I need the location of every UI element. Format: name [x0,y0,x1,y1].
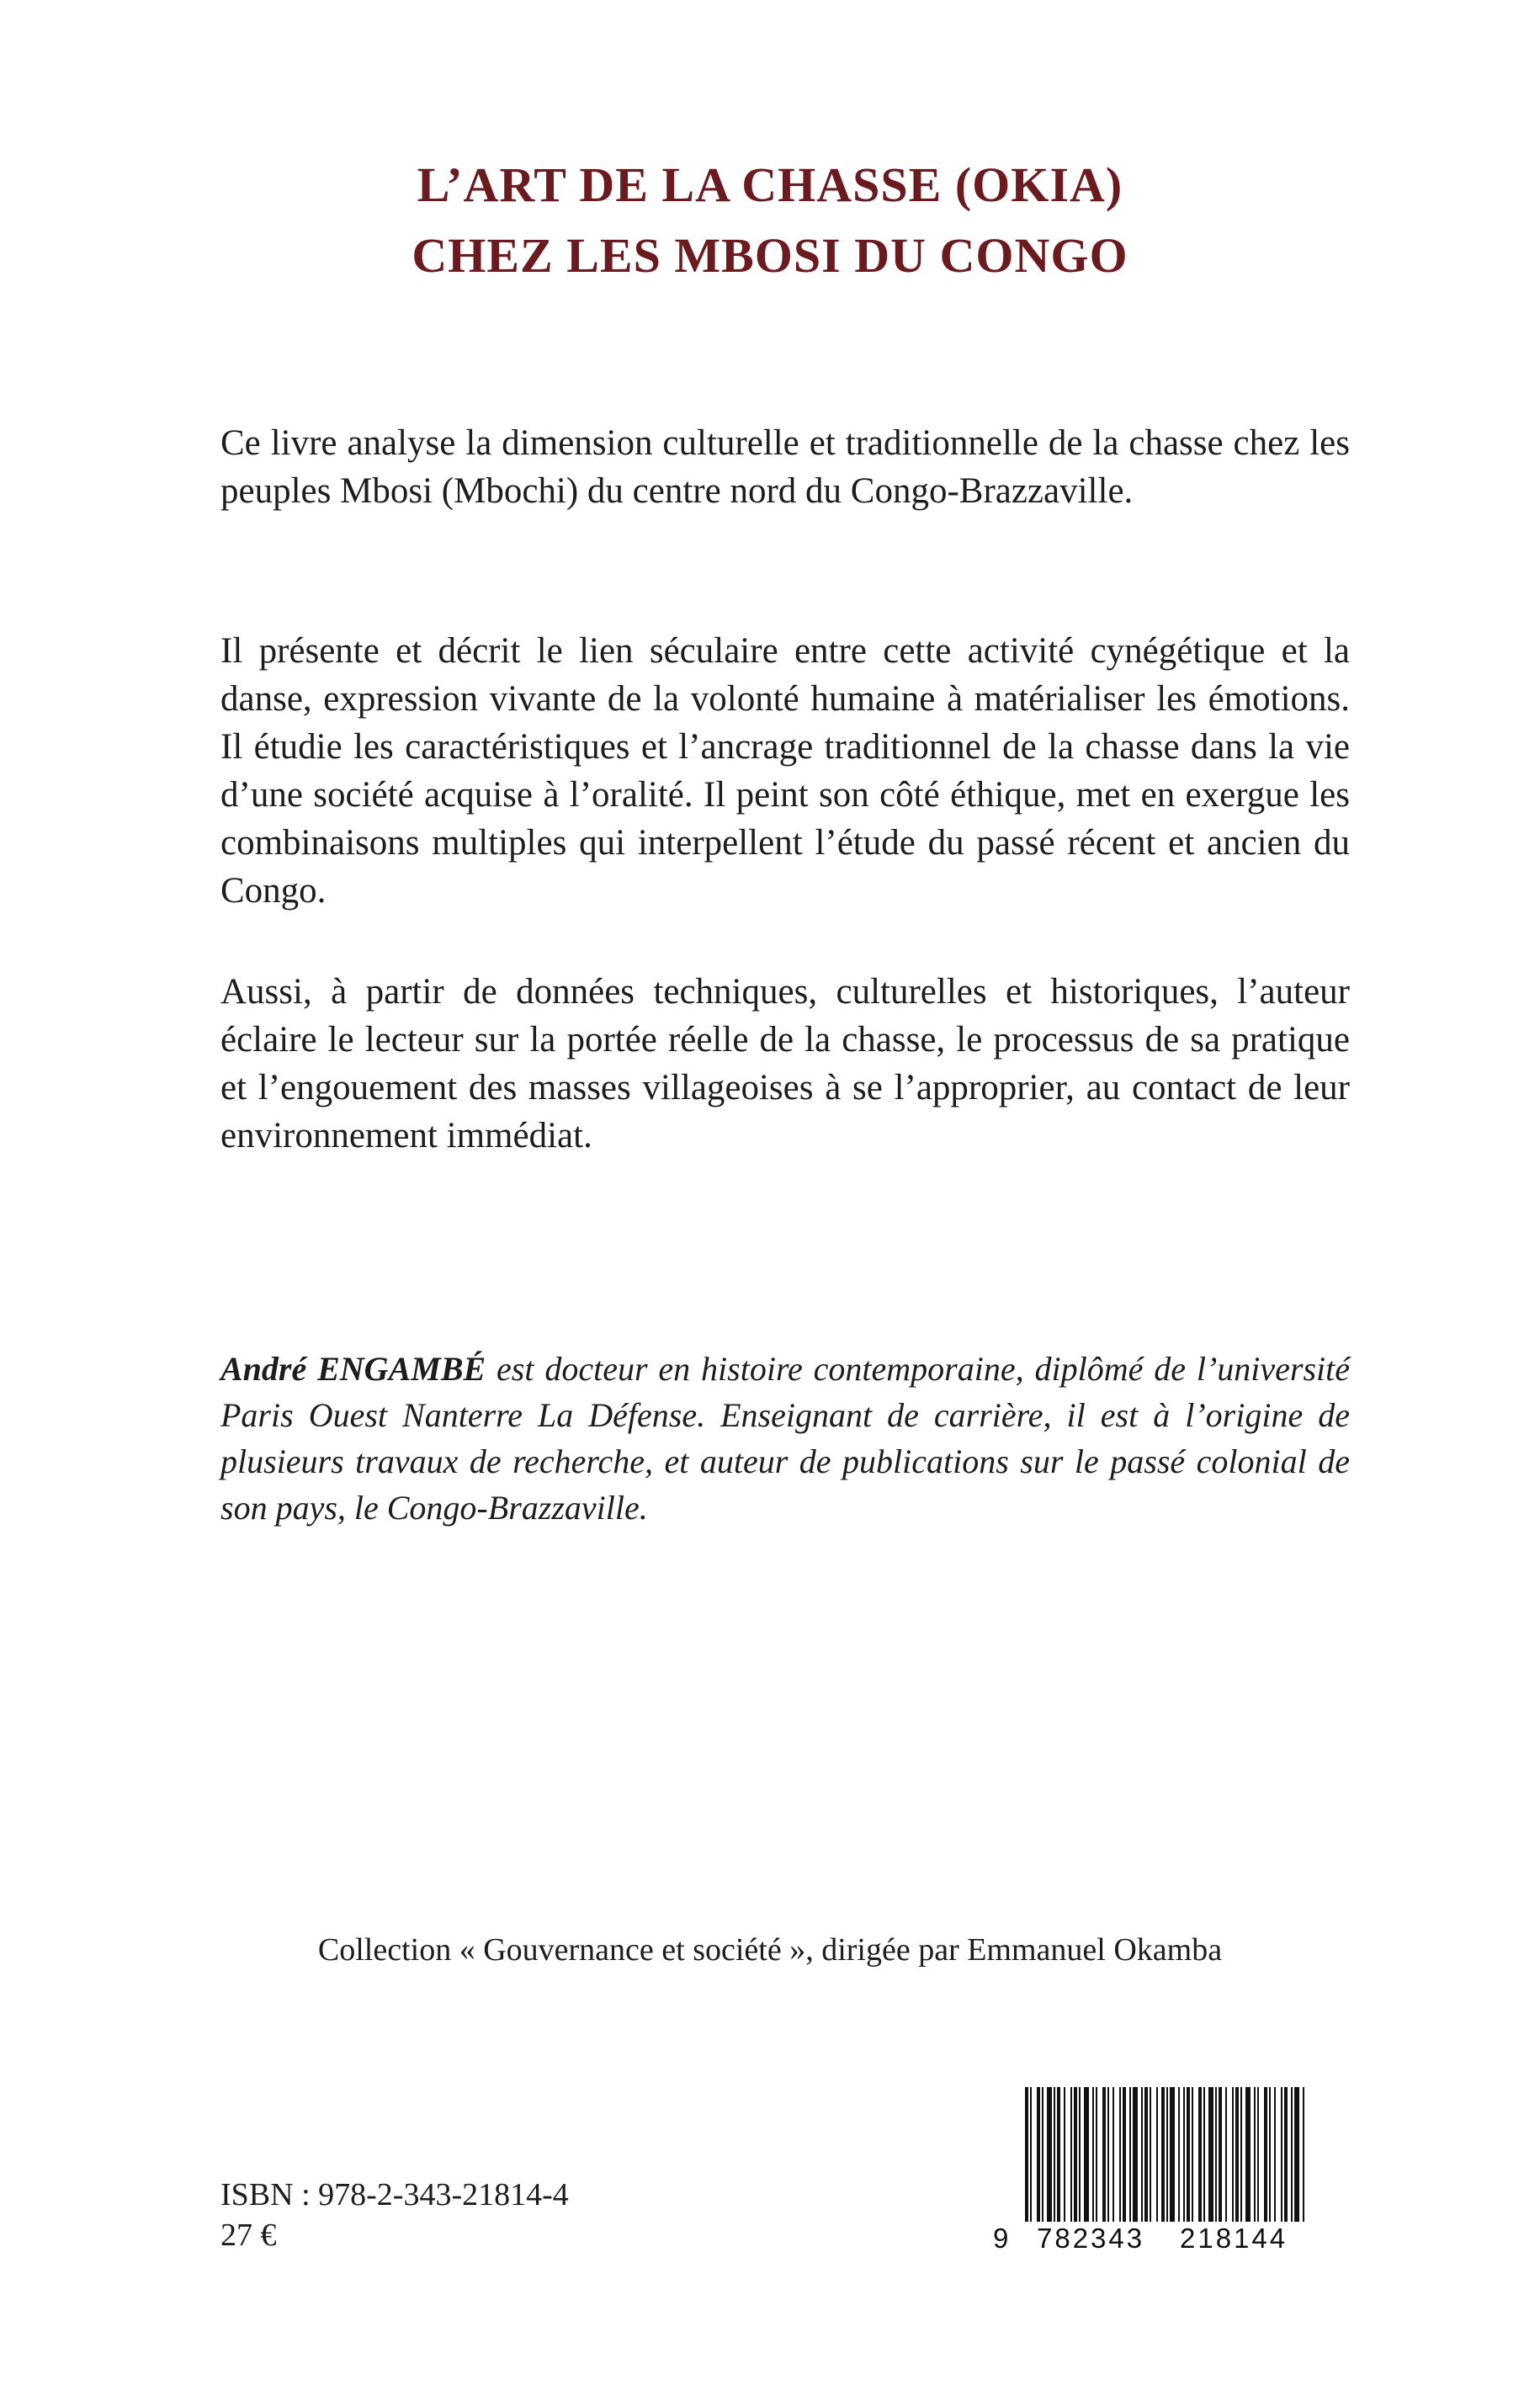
barcode-bar [1129,2087,1131,2222]
barcode-bar [1170,2087,1175,2222]
barcode-bar [1291,2087,1293,2222]
book-title-line-1: L’ART DE LA CHASSE (OKIA) [417,157,1123,212]
barcode-bar [1047,2087,1052,2222]
barcode-bar [1107,2087,1109,2222]
barcode-bar [1225,2087,1227,2222]
author-bio [220,1346,1350,1531]
barcode-bar [1079,2087,1081,2222]
barcode-bar [1294,2087,1299,2222]
barcode-group-left: 782343 [1037,2223,1145,2254]
barcode-bar [1245,2087,1251,2222]
barcode-bar [1092,2087,1094,2222]
barcode-bar [1235,2087,1239,2222]
barcode-bars [993,2087,1313,2222]
barcode-bar [1141,2087,1143,2222]
barcode-bar [1166,2087,1168,2222]
barcode-bar [1208,2087,1213,2222]
barcode-bar [1084,2087,1089,2222]
isbn-number: ISBN : 978-2-343-21814-4 [220,2177,569,2212]
barcode-bar [1144,2087,1148,2222]
barcode-bar [1187,2087,1190,2222]
barcode-bar [1161,2087,1165,2222]
collection-line: Collection « Gouvernance et société », dirigée par Emmanuel Okamba [317,1932,1223,1968]
barcode-bar [1096,2087,1097,2222]
barcode-bar [1150,2087,1151,2222]
barcode-bar [1303,2087,1304,2222]
author-name: André ENGAMBÉ [220,1350,486,1388]
barcode-bar [1183,2087,1185,2222]
barcode-bar [1070,2087,1072,2222]
barcode-bar [1042,2087,1043,2222]
barcode-bar [1264,2087,1267,2222]
description-paragraph-1: Ce livre analyse la dimension culturelle et traditionnelle de la chasse chez les peuples Mbosi (Mbochi) du centre nord du Congo-Brazzaville. [220,423,1350,511]
barcode-bar [1074,2087,1077,2222]
barcode-bar [1178,2087,1180,2222]
isbn-block [220,2175,569,2255]
barcode-bar [1269,2087,1271,2222]
barcode-bar [1054,2087,1055,2222]
barcode-bar [1203,2087,1205,2222]
barcode-bar [1123,2087,1126,2222]
barcode-bar [1254,2087,1256,2222]
book-title-line-2: CHEZ LES MBOSI DU CONGO [412,228,1128,283]
barcode-bar [1064,2087,1065,2222]
barcode-bar [1240,2087,1242,2222]
barcode-bar [1113,2087,1114,2222]
barcode-bar [1284,2087,1288,2222]
barcode-bar [1030,2087,1032,2222]
barcode-bar [1281,2087,1282,2222]
description-paragraph-3: Aussi, à partir de données techniques, culturelles et historiques, l’auteur éclaire le lecteur sur la portée réelle de la chasse, le processus de sa pratique et l’engouement des masses villageoises à se l’approprier, au contact de leur environnement immédiat. [220,972,1350,1155]
barcode-bar [1215,2087,1217,2222]
barcode-bar [1102,2087,1106,2222]
barcode-bar [1192,2087,1193,2222]
barcode-bar [1219,2087,1222,2222]
barcode-bar [1057,2087,1060,2222]
barcode-bar [1198,2087,1202,2222]
barcode-bar [1133,2087,1138,2222]
barcode-bar [1232,2087,1234,2222]
description-paragraph-2: Il présente et décrit le lien séculaire entre cette activité cynégétique et la danse, expression vivante de la volonté humaine à matérialiser les émotions. Il étudie les caractéristiques et l’ancrage traditionnel de la chasse dans la vie d’une société acquise à l’oralité. Il peint son côté éthique, met en exergue les combinaisons multiples qui interpellent l’étude du passé récent et ancien du Congo. [220,631,1350,911]
barcode-bar [1274,2087,1276,2222]
barcode-bar [1037,2087,1040,2222]
barcode-group-right: 218144 [1180,2223,1288,2254]
barcode-digit-first: 9 [993,2223,1009,2254]
barcode-bar [1257,2087,1259,2222]
barcode-bar [1025,2087,1028,2222]
barcode-digits [993,2222,1313,2255]
book-title [0,150,1540,291]
barcode-bar [1156,2087,1158,2222]
price: 27 € [220,2218,277,2253]
barcode-bar [1119,2087,1121,2222]
author-bio-text: est docteur en histoire contemporaine, diplômé de l’université Paris Ouest Nanterre La Défense. Enseignant de carrière, il est à l’origine de plusieurs travaux de recherche, et auteur de publications sur le passé colonial de son pays, le Congo-Brazzaville. [220,1350,1350,1527]
